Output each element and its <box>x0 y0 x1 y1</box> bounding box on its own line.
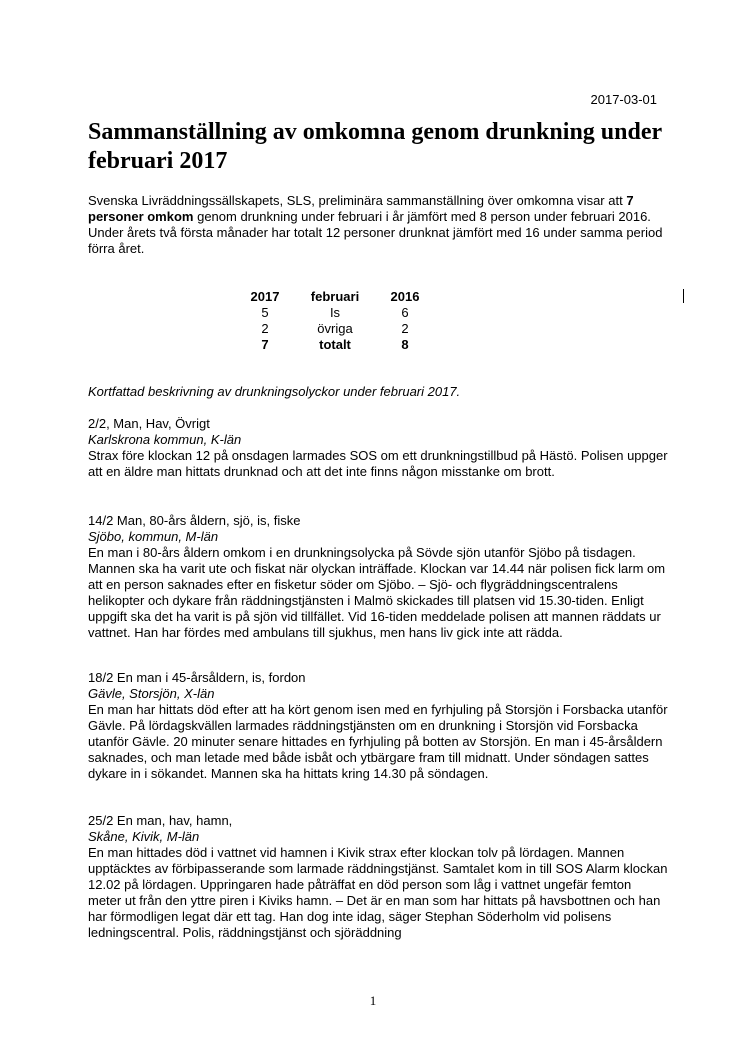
document-date: 2017-03-01 <box>590 92 657 107</box>
table-header-row <box>240 289 430 305</box>
summary-heading: Kortfattad beskrivning av drunkningsolyckor under februari 2017. <box>88 384 461 399</box>
table-cell: Is <box>329 305 341 320</box>
table-cell: övriga <box>317 321 353 336</box>
incident-text: En man har hittats död efter att ha kört genom isen med en fyrhjuling på Storsjön i Forsbacka utanför Gävle. På lördagskvällen larmades räddningstjänsten om en drunkning i Storsjön vid Forsbacka utanför Gävle. 20 minuter senare hittades en fyrhjuling på botten av Storsjön. En man i 45-årsåldern saknades, och man letade med både isbåt och ytbärgare fram till midnatt. Under söndagen sattes dykare in i sökandet. Mannen ska ha hittats kring 14.30 på söndagen. <box>88 702 668 781</box>
table-cell: 2 <box>401 321 409 336</box>
intro-text-2: genom drunkning under februari i år jämfört med 8 person under februari 2016. Under årets två första månader har totalt 12 personer drunknat jämfört med 16 under samma period förra året. <box>88 209 663 256</box>
intro-text-1: Svenska Livräddningssällskapets, SLS, preliminära sammanställning över omkomna visar att <box>88 193 627 208</box>
document-title: Sammanställning av omkomna genom drunkning under februari 2017 <box>88 119 662 174</box>
table-header-cell: februari <box>310 289 360 304</box>
incident-location: Sjöbo, kommun, M-län <box>88 529 219 544</box>
incident-entry <box>88 513 668 641</box>
incident-entry <box>88 813 668 941</box>
table-row <box>240 305 430 321</box>
table-cell: 2 <box>261 321 269 336</box>
table-cell: totalt <box>319 337 351 352</box>
incident-entry <box>88 416 668 480</box>
table-header-cell: 2016 <box>390 289 420 304</box>
incident-text: En man hittades död i vattnet vid hamnen i Kivik strax efter klockan tolv på lördagen. Mannen upptäcktes av förbipasserande som larmade räddningstjänst. Samtalet kom in till SOS Alarm klockan 12.02 på lördagen. Uppringaren hade påträffat en död person som låg i vattnet ungefär femton meter ut från den yttre piren i Kiviks hamn. – Det är en man som har hittats på havsbottnen och han har förmodligen legat där ett tag. Han dog inte idag, säger Stephan Söderholm vid polisens ledningscentral. Polis, räddningstjänst och sjöräddning <box>88 845 668 940</box>
table-header-cell: 2017 <box>250 289 280 304</box>
table-row <box>240 321 430 337</box>
incident-location: Skåne, Kivik, M-län <box>88 829 200 844</box>
table-cell: 7 <box>261 337 269 352</box>
incident-text: En man i 80-års åldern omkom i en drunkningsolycka på Sövde sjön utanför Sjöbo på tisdagen. Mannen ska ha varit ute och fiskat när olyckan inträffade. Klockan var 14.44 när polisen fick larm om att en person saknades efter en fisketur söder om Sjöbo. – Sjö- och flygräddningscentralens helikopter och dykare från räddningstjänsten i Malmö skickades till platsen vid 15.30-tiden. Enligt uppgift ska det ha varit is på sjön vid tillfället. Vid 16-tiden meddelade polisen att mannen räddats ur vattnet. Han har fördes med ambulans till sjukhus, men hans liv gick inte att rädda. <box>88 545 666 640</box>
page-number: 1 <box>369 993 377 1008</box>
table-cell: 8 <box>401 337 409 352</box>
incident-header: 14/2 Man, 80-års åldern, sjö, is, fiske <box>88 513 301 528</box>
incident-location: Karlskrona kommun, K-län <box>88 432 242 447</box>
incident-entry <box>88 670 668 782</box>
intro-paragraph <box>88 193 668 257</box>
table-cell: 6 <box>401 305 409 320</box>
intro-bold: 7 personer omkom <box>88 193 634 224</box>
statistics-table <box>240 289 430 353</box>
incident-header: 2/2, Man, Hav, Övrigt <box>88 416 210 431</box>
incident-header: 25/2 En man, hav, hamn, <box>88 813 233 828</box>
incident-text: Strax före klockan 12 på onsdagen larmades SOS om ett drunkningstillbud på Hästö. Polisen uppger att en äldre man hittats drunknad och att det inte finns någon misstanke om brott. <box>88 448 668 479</box>
table-total-row <box>240 337 430 353</box>
incident-header: 18/2 En man i 45-årsåldern, is, fordon <box>88 670 306 685</box>
incident-location: Gävle, Storsjön, X-län <box>88 686 215 701</box>
table-cell: 5 <box>261 305 269 320</box>
text-cursor <box>683 289 684 303</box>
